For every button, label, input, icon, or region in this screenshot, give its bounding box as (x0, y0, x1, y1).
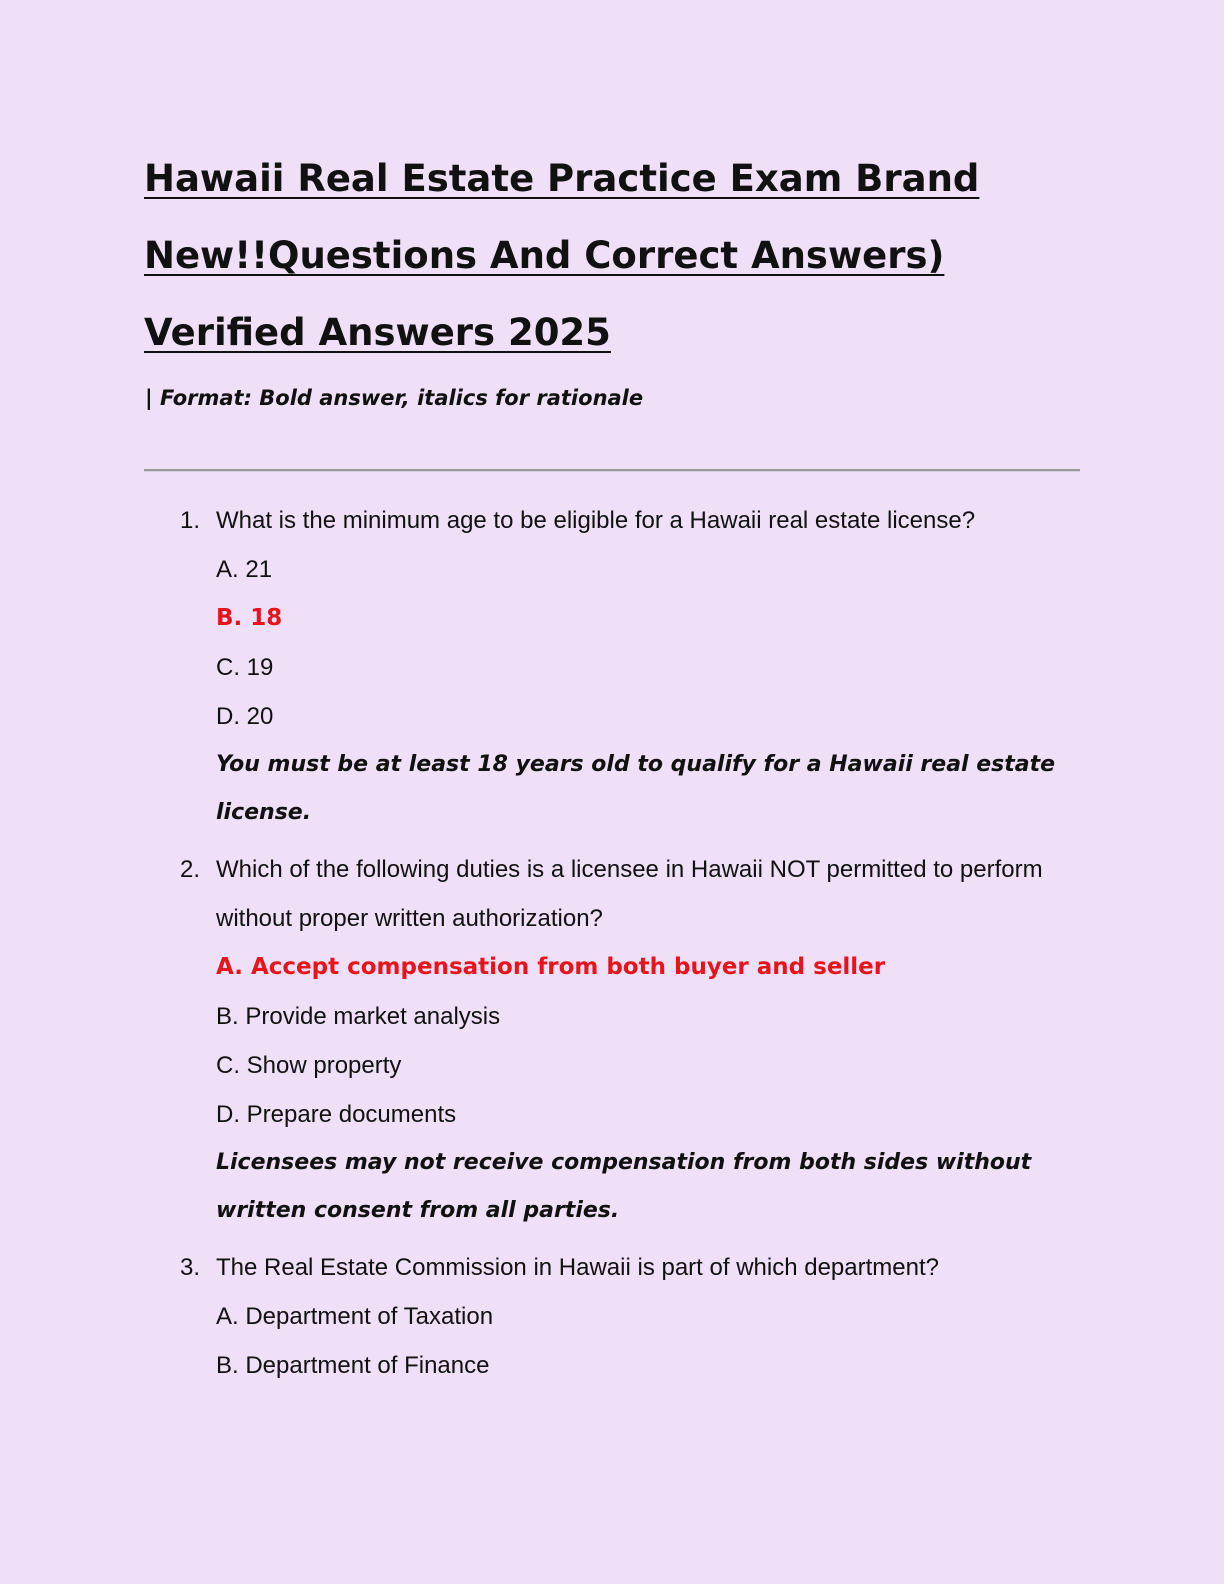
option-c: C. 19 (216, 654, 274, 681)
option-a: A. Department of Taxation (216, 1303, 494, 1330)
option-d: D. 20 (216, 703, 274, 730)
title-line-1: Hawaii Real Estate Practice Exam Brand (144, 157, 980, 200)
question-text: Which of the following duties is a licensee in Hawaii NOT permitted to perform without proper written authorization? (216, 856, 1043, 932)
rationale: Licensees may not receive compensation from both sides without written consent from all parties. (216, 1150, 1032, 1223)
horizontal-divider (144, 469, 1080, 472)
option-b-correct: B. 18 (216, 605, 283, 631)
option-b: B. Provide market analysis (216, 1003, 501, 1030)
question-1 (144, 496, 1084, 837)
option-b: B. Department of Finance (216, 1352, 490, 1379)
rationale: You must be at least 18 years old to qualify for a Hawaii real estate license. (216, 752, 1056, 825)
option-a-correct: A. Accept compensation from both buyer and seller (216, 954, 886, 980)
document-title (144, 140, 1094, 371)
option-d: D. Prepare documents (216, 1101, 457, 1128)
title-line-3: Verified Answers 2025 (144, 311, 611, 354)
question-number: 2. (180, 856, 201, 883)
option-a: A. 21 (216, 556, 273, 583)
question-2 (144, 845, 1084, 1235)
title-line-2: New!!Questions And Correct Answers) (144, 234, 945, 277)
format-note: | Format: Bold answer, italics for rationale (145, 386, 644, 410)
question-text: What is the minimum age to be eligible for a Hawaii real estate license? (216, 507, 976, 534)
question-number: 1. (180, 507, 201, 534)
question-number: 3. (180, 1254, 201, 1281)
question-text: The Real Estate Commission in Hawaii is part of which department? (216, 1254, 939, 1281)
question-3 (144, 1243, 1084, 1390)
option-c: C. Show property (216, 1052, 402, 1079)
